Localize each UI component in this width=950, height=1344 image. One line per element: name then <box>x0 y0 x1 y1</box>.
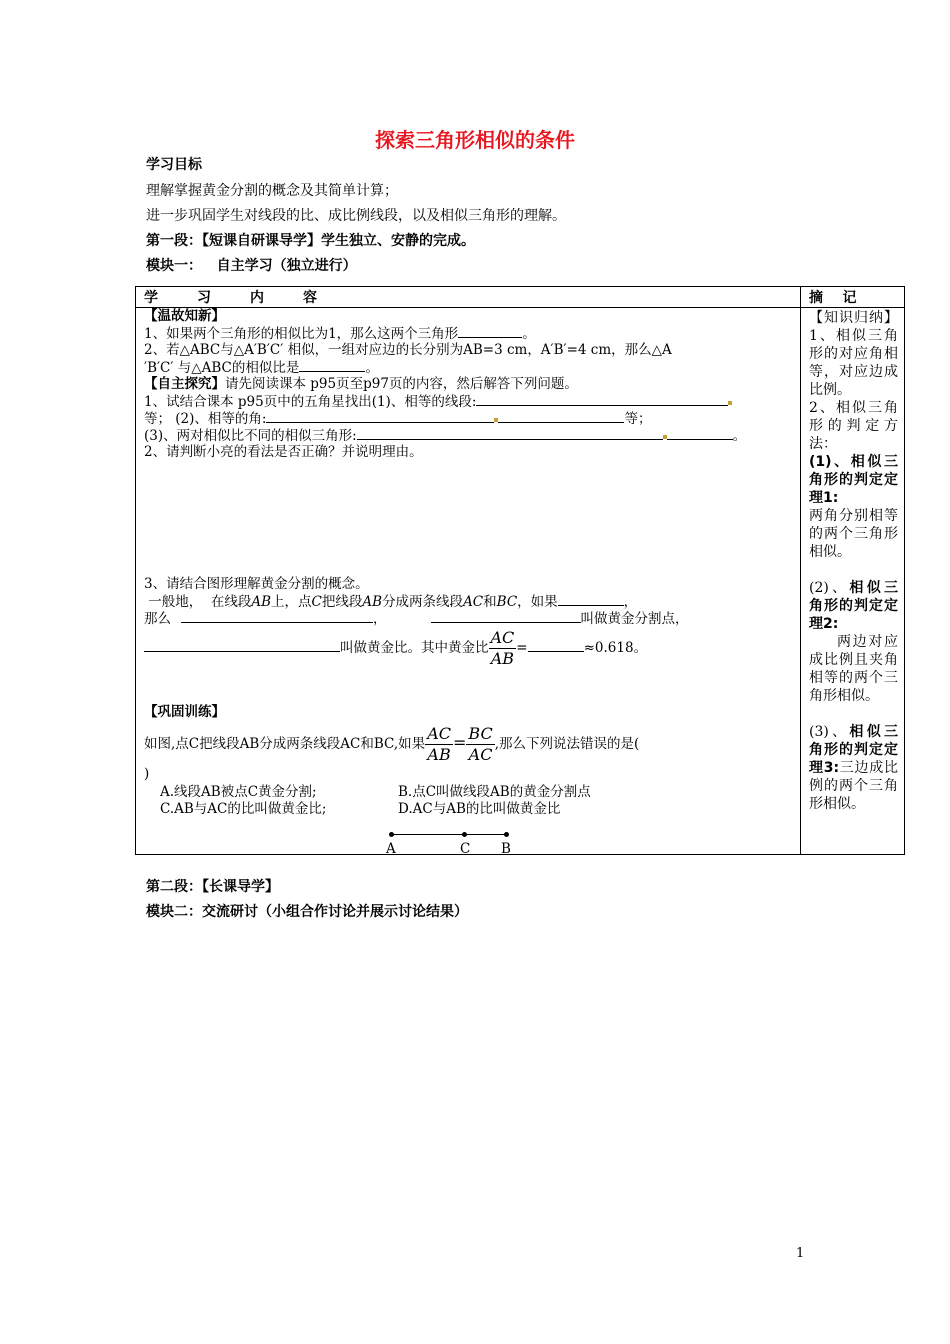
text: AB <box>251 594 272 610</box>
practice-close: ) <box>144 766 150 782</box>
label-a: A <box>386 841 396 857</box>
golden-ratio-line <box>144 628 647 669</box>
notes-methods: 2、相似三角形的判定方法： <box>809 400 898 452</box>
goal-2: 进一步巩固学生对线段的比、成比例线段，以及相似三角形的理解。 <box>146 208 566 224</box>
notes-theorem-1-body: 两角分别相等的两个三角形相似。 <box>809 508 898 560</box>
review-heading: 【温故知新】 <box>144 308 225 324</box>
marker <box>728 401 732 405</box>
page-title: 探索三角形相似的条件 <box>375 128 575 152</box>
blank[interactable] <box>476 393 728 406</box>
stage-1-heading: 第一段：【短课自研课导学】学生独立、安静的完成。 <box>146 233 475 249</box>
blank[interactable] <box>144 639 340 652</box>
option-c: C.AB与AC的比叫做黄金比; <box>160 801 327 817</box>
text: C <box>311 594 322 610</box>
point-a <box>389 832 394 837</box>
fraction-numerator: BC <box>468 724 493 743</box>
golden-def-line1: 一般地， 在线段AB上，点C把线段AB分成两条线段AC和BC，如果 ， <box>144 594 638 610</box>
explore-heading: 【自主探究】 <box>144 376 225 392</box>
golden-ratio-fraction <box>489 628 517 669</box>
review-q1: 1、如果两个三角形的相似比为1，那么这两个三角形 。 <box>144 326 536 342</box>
option-d: D.AC与AB的比叫做黄金比 <box>398 801 561 817</box>
goals-heading: 学习目标 <box>146 157 202 173</box>
fraction-numerator: AC <box>490 628 515 647</box>
explore-q1c: (3)、两对相似比不同的相似三角形: 。 <box>144 428 747 444</box>
text: 如图,点C把线段AB分成两条线段AC和BC,如果 <box>144 736 426 752</box>
review-q2-line2: ′B′C′ 与△ABC的相似比是 。 <box>144 360 379 376</box>
blank[interactable] <box>458 325 522 338</box>
label-b: B <box>501 841 511 857</box>
explore-q1b <box>144 410 651 428</box>
notes-knowledge: 【知识归纳】1、相似三角形的对应角相等，对应边成比例。 <box>809 310 898 398</box>
option-b: B.点C叫做线段AB的黄金分割点 <box>398 784 591 800</box>
blank[interactable] <box>299 359 365 372</box>
fraction-denominator: AB <box>490 649 515 668</box>
practice-fraction-left <box>425 724 453 765</box>
explore-line <box>144 376 578 393</box>
point-b <box>504 832 509 837</box>
text: BC <box>496 594 518 610</box>
module-1-heading: 模块一： 自主学习（独立进行） <box>146 258 357 274</box>
explore-q2: 2、请判断小亮的看法是否正确？并说明理由。 <box>144 444 423 460</box>
text: (3)、 <box>809 724 850 740</box>
study-table <box>135 286 905 855</box>
explore-q1a <box>144 393 732 411</box>
blank[interactable] <box>431 610 581 623</box>
review-q1-text: 1、如果两个三角形的相似比为1，那么这两个三角形 <box>144 326 459 342</box>
option-a: A.线段AB被点C黄金分割; <box>160 784 317 800</box>
blank[interactable] <box>558 593 624 606</box>
text: ，如果 <box>517 594 558 610</box>
text: ,那么下列说法错误的是( <box>494 736 640 752</box>
fraction-denominator: AB <box>427 745 451 764</box>
point-c <box>462 832 467 837</box>
blank[interactable] <box>181 610 373 623</box>
explore-q1b-end: 等； <box>624 411 652 427</box>
blank[interactable] <box>528 639 584 652</box>
explore-intro: 请先阅读课本 p95页至p97页的内容，然后解答下列问题。 <box>225 376 578 392</box>
notes-theorem-2-head <box>809 579 898 633</box>
explore-q3: 3、请结合图形理解黄金分割的概念。 <box>144 576 369 592</box>
text: (2)、 <box>809 580 850 596</box>
text: 三边成比例的两个三角形相似。 <box>809 760 899 812</box>
text: 上，点 <box>271 594 312 610</box>
notes-theorem-2-body: 两边对应成比例且夹角相等的两个三角形相似。 <box>809 634 898 704</box>
module-2-heading: 模块二：交流研讨（小组合作讨论并展示讨论结果） <box>146 904 468 920</box>
goal-1: 理解掌握黄金分割的概念及其简单计算； <box>146 183 398 199</box>
review-q2-text: ′B′C′ 与△ABC的相似比是 <box>144 360 300 376</box>
segment-ab <box>391 834 507 835</box>
text: AC <box>463 594 484 610</box>
text: 分成两条线段 <box>382 594 464 610</box>
text: 那么 <box>144 611 171 627</box>
blank[interactable] <box>667 427 733 440</box>
text: 把线段 <box>321 594 363 610</box>
explore-q1a-text: 1、试结合课本 p95页中的五角星找出(1)、相等的线段: <box>144 394 477 410</box>
header-notes: 摘 记 <box>801 287 905 308</box>
fraction-numerator: AC <box>427 724 451 743</box>
notes-theorem-1-head: (1)、相似三角形的判定定理1: <box>809 454 898 506</box>
header-content: 学 习 内 容 <box>136 287 801 308</box>
equals: = <box>452 733 467 752</box>
blank[interactable] <box>357 427 663 440</box>
review-q2-line1: 2、若△ABC与△A′B′C′ 相似，一组对应边的长分别为AB=3 cm，A′B′=4 cm，那么△A <box>144 342 672 358</box>
explore-q1b-text: 等； (2)、相等的角: <box>144 411 267 427</box>
practice-heading: 【巩固训练】 <box>144 704 225 720</box>
notes-cell <box>801 308 905 855</box>
blank[interactable] <box>266 410 494 423</box>
text: 叫做黄金分割点， <box>580 611 689 627</box>
practice-question <box>144 724 639 765</box>
label-c: C <box>460 841 471 857</box>
text: AB <box>362 594 383 610</box>
text: 相似三角形的判定定理2: <box>809 580 898 632</box>
fraction-denominator: AC <box>468 745 493 764</box>
text: ≈0.618。 <box>583 640 648 656</box>
text: 和 <box>483 594 497 610</box>
text: 一般地， 在线段 <box>144 594 252 610</box>
practice-fraction-right <box>466 724 494 765</box>
stage-2-heading: 第二段：【长课导学】 <box>146 879 279 895</box>
text: 叫做黄金比。其中黄金比 <box>340 640 489 656</box>
notes-theorem-3 <box>809 723 898 813</box>
equals: = <box>516 640 528 656</box>
blank[interactable] <box>498 410 624 423</box>
content-cell <box>136 308 801 855</box>
page-number: 1 <box>796 1246 805 1261</box>
golden-def-line2: 那么 ， 叫做黄金分割点， <box>144 611 689 627</box>
explore-q1c-text: (3)、两对相似比不同的相似三角形: <box>144 428 357 444</box>
text: 相似三角形的判定定理3: <box>809 724 898 776</box>
